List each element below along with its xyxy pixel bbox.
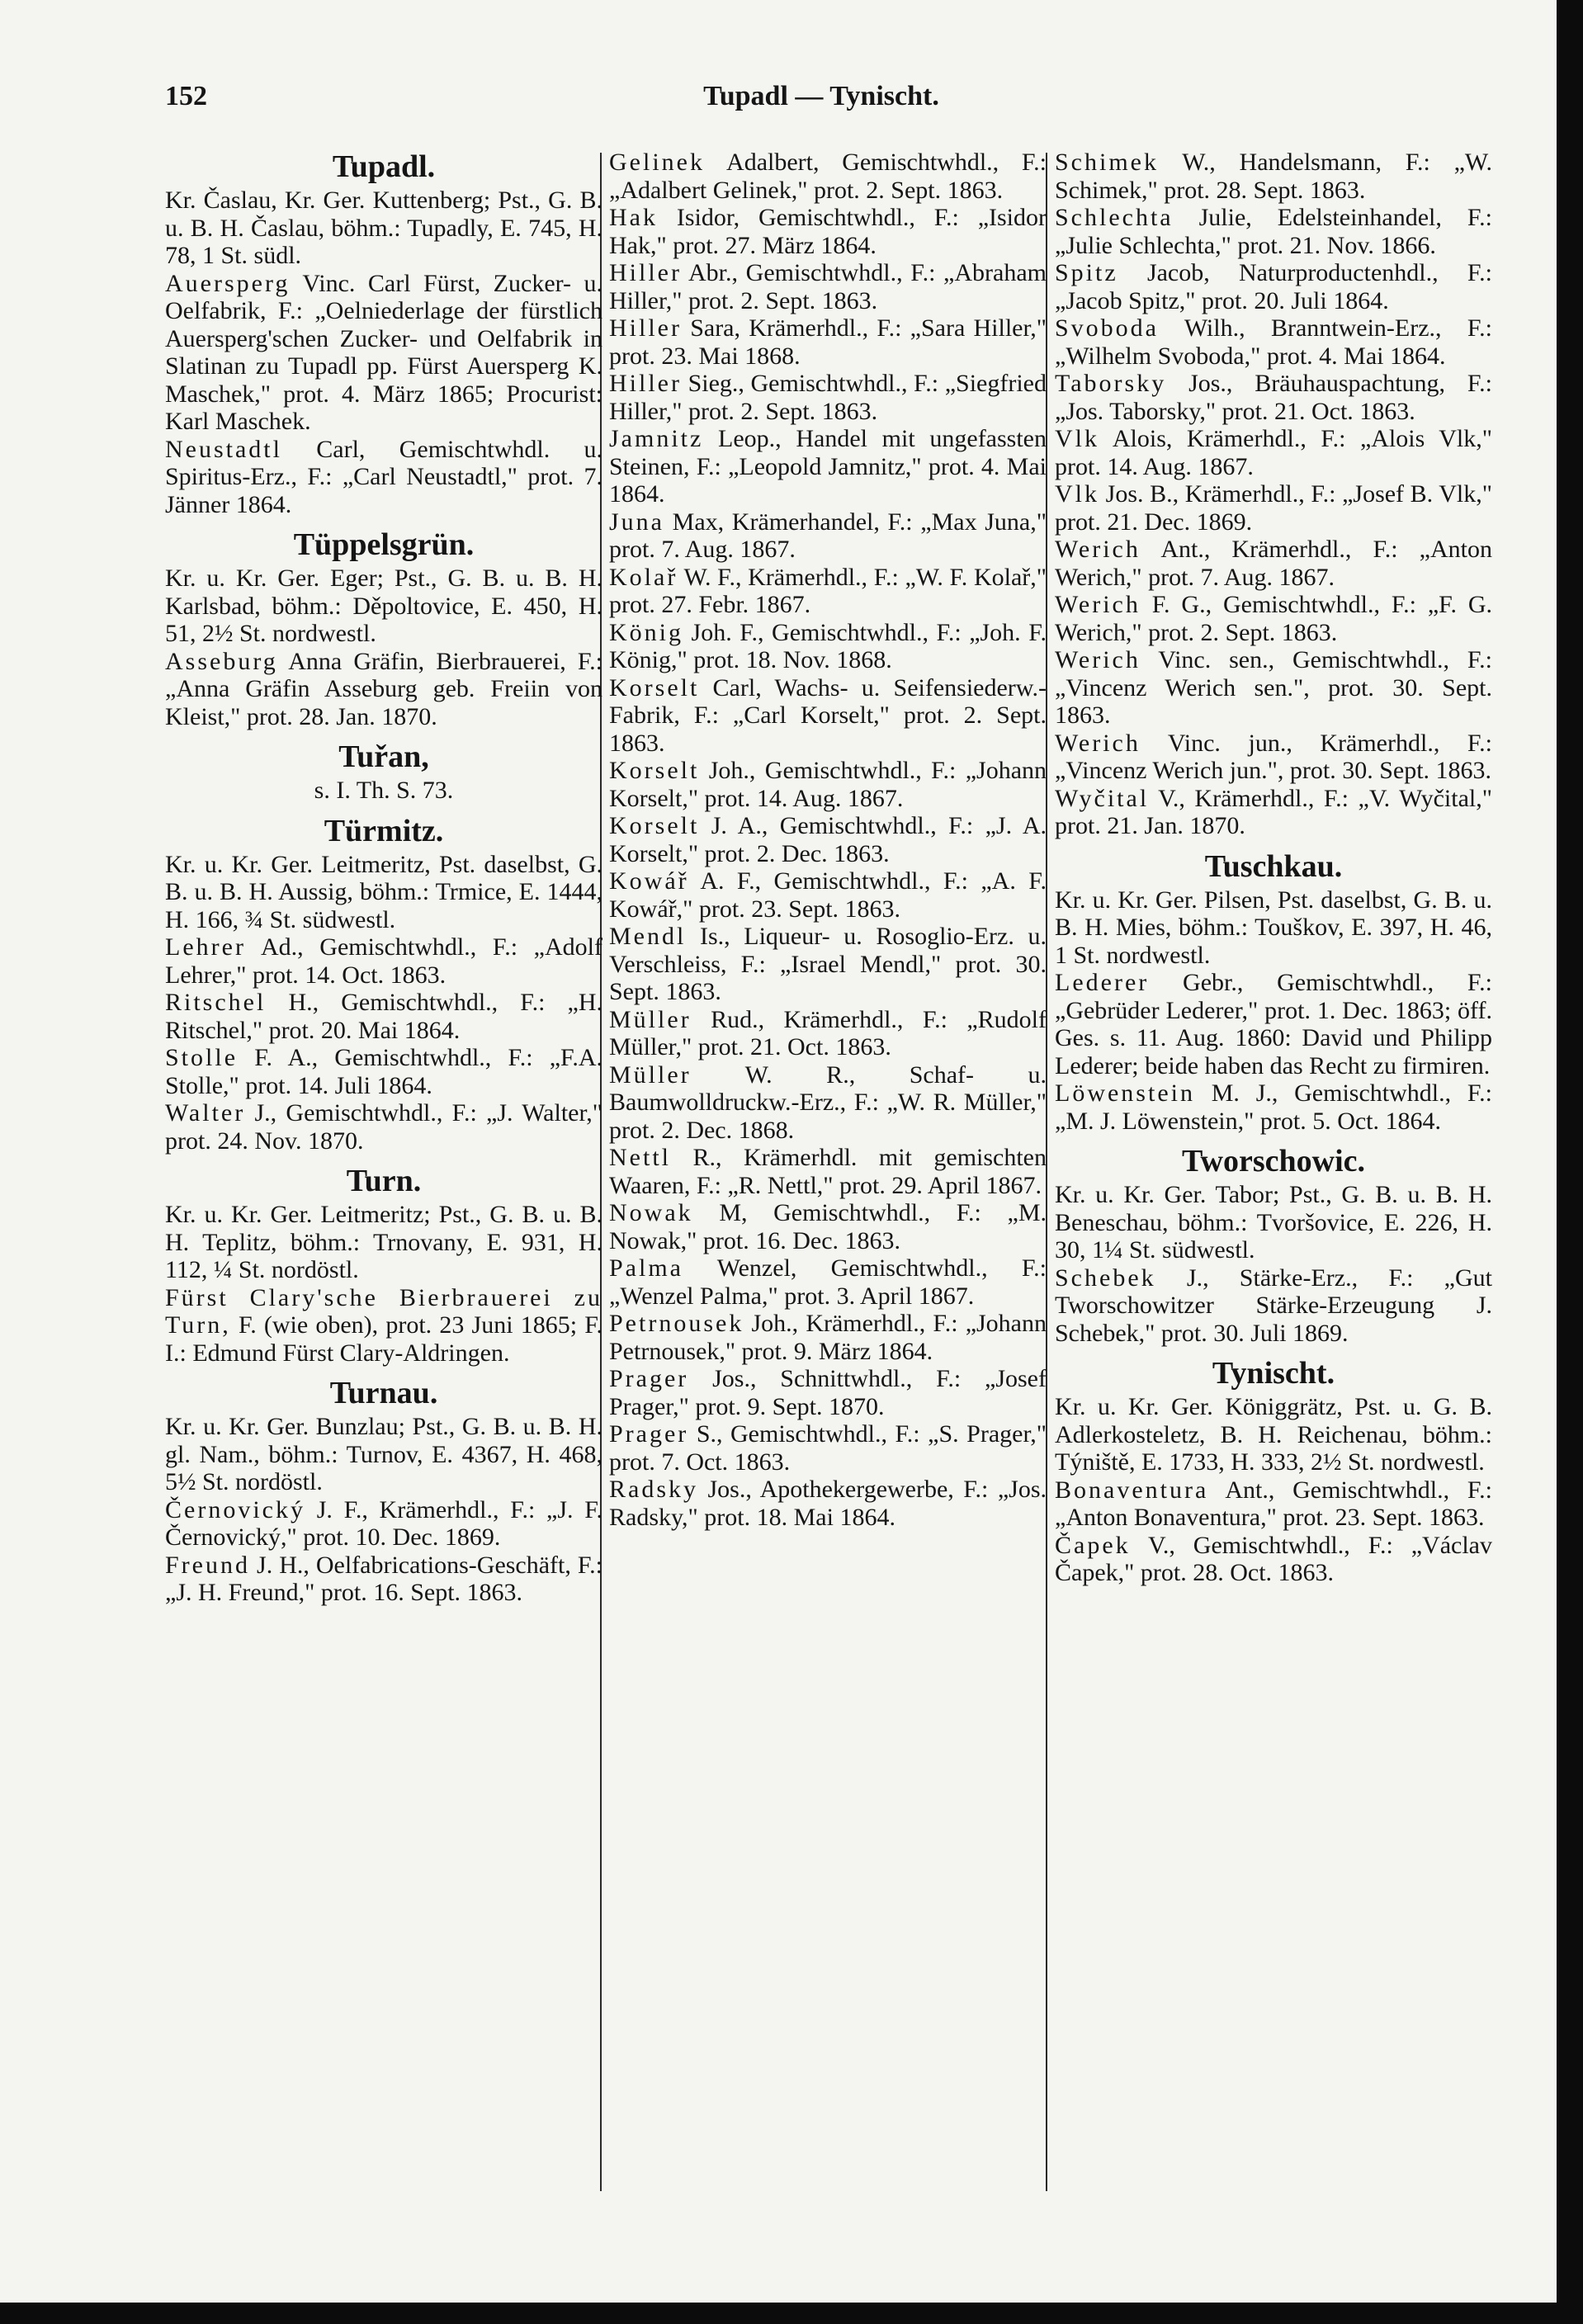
register-entry: [609, 1144, 1047, 1199]
entry-name: Auersperg: [165, 269, 291, 297]
register-entry: [609, 757, 1047, 812]
register-entry: [165, 1284, 602, 1367]
register-entry: [1055, 1264, 1492, 1348]
entry-name: Korselt: [609, 673, 700, 701]
register-entry: [609, 1420, 1047, 1476]
place-heading: Tuřan,: [338, 739, 429, 774]
entry-text: R., Krämerhdl. mit gemischten Waaren, F.: „R. Nettl," prot. 29. April 1867.: [609, 1144, 1047, 1199]
entry-name: Hiller: [609, 259, 682, 286]
place-info: s. I. Th. S. 73.: [314, 777, 454, 804]
entry-text: Carl, Wachs- u. Seifensiederw.-Fabrik, F.: „Carl Korselt," prot. 2. Sept. 1863.: [609, 673, 1047, 757]
register-entry: [1055, 204, 1492, 259]
entry-text: Adalbert, Gemischtwhdl., F.: „Adalbert Gelinek," prot. 2. Sept. 1863.: [609, 149, 1047, 204]
entry-name: Nettl: [609, 1144, 671, 1171]
place-info: Kr. Časlau, Kr. Ger. Kuttenberg; Pst., G. B. u. B. H. Časlau, böhm.: Tupadly, E. 745, H. 78, 1 St. südl.: [165, 187, 602, 269]
entry-text: Leop., Handel mit ungefassten Steinen, F.: „Leopold Jamnitz," prot. 4. Mai 1864.: [609, 425, 1047, 508]
place-heading: Tupadl.: [332, 149, 436, 184]
entry-name: Stolle: [165, 1044, 239, 1071]
register-entry: [1055, 785, 1492, 840]
entry-text: W. F., Krämerhdl., F.: „W. F. Kolař," prot. 27. Febr. 1867.: [609, 563, 1047, 618]
entry-name: Kowář: [609, 867, 689, 895]
entry-text: H., Gemischtwhdl., F.: „H. Ritschel," prot. 20. Mai 1864.: [165, 989, 602, 1044]
register-entry: [609, 1199, 1047, 1254]
entry-name: Korselt: [609, 757, 700, 784]
register-entry: [1055, 480, 1492, 536]
entry-text: Anna Gräfin, Bierbrauerei, F.: „Anna Gräfin Asseburg geb. Freiin von Kleist," prot. 28. Jan. 1870.: [165, 647, 602, 730]
entry-name: Werich: [1055, 591, 1141, 618]
entry-text: Julie, Edelsteinhandel, F.: „Julie Schlechta," prot. 21. Nov. 1866.: [1055, 204, 1492, 259]
register-entry: [1055, 646, 1492, 730]
register-entry: [1055, 1532, 1492, 1587]
register-entry: [165, 1099, 602, 1155]
entry-text: Isidor, Gemischtwhdl., F.: „Isidor Hak," prot. 27. März 1864.: [609, 204, 1047, 259]
entry-text: S., Gemischtwhdl., F.: „S. Prager," prot. 7. Oct. 1863.: [609, 1420, 1047, 1476]
entry-name: Vlk: [1055, 480, 1099, 508]
register-entry: [609, 1476, 1047, 1531]
entry-name: Hiller: [609, 314, 682, 342]
column-3: [1055, 149, 1492, 1587]
register-entry: [1055, 425, 1492, 480]
entry-text: Sieg., Gemischtwhdl., F.: „Siegfried Hiller," prot. 2. Sept. 1863.: [609, 370, 1047, 425]
entry-text: Joh., Krämerhdl., F.: „Johann Petrnousek," prot. 9. März 1864.: [609, 1310, 1047, 1365]
entry-text: Ad., Gemischtwhdl., F.: „Adolf Lehrer," prot. 14. Oct. 1863.: [165, 933, 602, 989]
entry-name: Jamnitz: [609, 425, 704, 452]
entry-text: Rud., Krämerhdl., F.: „Rudolf Müller," prot. 21. Oct. 1863.: [609, 1005, 1047, 1060]
entry-name: Werich: [1055, 536, 1141, 563]
entry-text: M. J., Gemischtwhdl., F.: „M. J. Löwenstein," prot. 5. Oct. 1864.: [1055, 1079, 1493, 1135]
entry-name: Werich: [1055, 646, 1141, 673]
column-1: [165, 149, 602, 1607]
place-info: Kr. u. Kr. Ger. Leitmeritz, Pst. daselbst, G. B. u. B. H. Aussig, böhm.: Trmice, E. 1444, H. 166, ¾ St. südwestl.: [165, 850, 602, 933]
entry-name: Neustadtl: [165, 435, 282, 463]
entry-text: M, Gemischtwhdl., F.: „M. Nowak," prot. 16. Dec. 1863.: [609, 1199, 1047, 1254]
register-entry: [1055, 730, 1492, 785]
register-entry: [609, 674, 1047, 758]
entry-text: F. (wie oben), prot. 23 Juni 1865; F. I.: Edmund Fürst Clary-Aldringen.: [165, 1311, 602, 1367]
place-heading: Tüppelsgrün.: [293, 527, 475, 562]
entry-text: Wilh., Branntwein-Erz., F.: „Wilhelm Svoboda," prot. 4. Mai 1864.: [1055, 314, 1492, 370]
entry-name: Petrnousek: [609, 1310, 744, 1337]
register-entry: [609, 149, 1047, 204]
entry-text: V., Krämerhdl., F.: „V. Wyčital," prot. 21. Jan. 1870.: [1055, 784, 1492, 839]
register-entry: [609, 425, 1047, 508]
register-entry: [609, 812, 1047, 867]
register-entry: [609, 564, 1047, 619]
place-heading: Turn.: [346, 1164, 422, 1198]
place-info: Kr. u. Kr. Ger. Pilsen, Pst. daselbst, G. B. u. B. H. Mies, böhm.: Touškov, E. 397, H. 46, 1 St. nordwestl.: [1055, 886, 1492, 969]
entry-text: J. A., Gemischtwhdl., F.: „J. A. Korselt," prot. 2. Dec. 1863.: [609, 812, 1047, 867]
entry-text: Joh. F., Gemischtwhdl., F.: „Joh. F. König," prot. 18. Nov. 1868.: [609, 618, 1047, 673]
entry-text: Joh., Gemischtwhdl., F.: „Johann Korselt," prot. 14. Aug. 1867.: [609, 757, 1047, 812]
entry-text: J. F., Krämerhdl., F.: „J. F. Černovický," prot. 10. Dec. 1869.: [165, 1495, 603, 1551]
entry-name: Schimek: [1055, 149, 1159, 176]
entry-name: Kolař: [609, 563, 678, 591]
register-entry: [165, 1552, 602, 1607]
entry-name: Asseburg: [165, 647, 278, 675]
entry-name: Ritschel: [165, 989, 267, 1016]
entry-name: Wyčital: [1055, 784, 1150, 812]
entry-text: Vinc. sen., Gemischtwhdl., F.: „Vincenz Werich sen.", prot. 30. Sept. 1863.: [1055, 646, 1492, 729]
entry-text: W., Handelsmann, F.: „W. Schimek," prot. 28. Sept. 1863.: [1055, 149, 1492, 204]
entry-name: Čapek: [1055, 1531, 1131, 1559]
entry-text: W. R., Schaf- u. Baumwolldruckw.-Erz., F.: „W. R. Müller," prot. 2. Dec. 1868.: [609, 1060, 1047, 1144]
register-entry: [1055, 591, 1492, 646]
entry-name: Freund: [165, 1551, 250, 1579]
register-entry: [1055, 259, 1492, 314]
entry-name: Juna: [609, 508, 664, 536]
entry-text: Ant., Krämerhdl., F.: „Anton Werich," prot. 7. Aug. 1867.: [1055, 536, 1492, 591]
entry-name: Müller: [609, 1060, 692, 1089]
entry-text: Jos., Apothekergewerbe, F.: „Jos. Radsky," prot. 18. Mai 1864.: [609, 1476, 1047, 1531]
place-heading: Tynischt.: [1212, 1356, 1335, 1391]
entry-name: Fürst Clary'sche Bierbrauerei zu Turn,: [165, 1283, 602, 1339]
place-heading: Türmitz.: [324, 813, 444, 848]
register-entry: [1055, 314, 1492, 370]
entry-name: Löwenstein: [1055, 1079, 1195, 1107]
entry-name: Lehrer: [165, 933, 246, 961]
register-entry: [1055, 149, 1492, 204]
entry-name: Svoboda: [1055, 314, 1159, 342]
entry-text: J., Stärke-Erz., F.: „Gut Tworschowitzer Stärke-Erzeugung J. Schebek," prot. 30. Juli 1869.: [1055, 1264, 1492, 1347]
entry-text: Abr., Gemischtwhdl., F.: „Abraham Hiller," prot. 2. Sept. 1863.: [609, 259, 1047, 314]
register-entry: [609, 314, 1047, 370]
place-info: Kr. u. Kr. Ger. Eger; Pst., G. B. u. B. H. Karlsbad, böhm.: Děpoltovice, E. 450, H. 51, 2½ St. nordwestl.: [165, 564, 602, 647]
entry-text: V., Gemischtwhdl., F.: „Václav Čapek," prot. 28. Oct. 1863.: [1055, 1531, 1492, 1586]
entry-name: Spitz: [1055, 259, 1118, 286]
entry-text: Alois, Krämerhdl., F.: „Alois Vlk," prot. 14. Aug. 1867.: [1055, 425, 1492, 480]
entry-name: Palma: [609, 1254, 683, 1282]
entry-name: Černovický: [165, 1495, 305, 1523]
entry-text: Is., Liqueur- u. Rosoglio-Erz. u. Verschleiss, F.: „Israel Mendl," prot. 30. Sept. 1863.: [609, 923, 1047, 1005]
register-entry: [609, 1061, 1047, 1145]
register-entry: [165, 1496, 602, 1552]
place-heading: Tuschkau.: [1204, 848, 1343, 884]
register-entry: [1055, 1079, 1492, 1135]
entry-text: Gebr., Gemischtwhdl., F.: „Gebrüder Lederer," prot. 1. Dec. 1863; öff. Ges. s. 11. Aug. 1860: David und Philipp Lederer; beide haben das Recht zu firmiren.: [1055, 969, 1492, 1079]
entry-text: F. G., Gemischtwhdl., F.: „F. G. Werich," prot. 2. Sept. 1863.: [1055, 591, 1492, 646]
place-heading: Tworschowic.: [1182, 1144, 1365, 1179]
entry-text: F. A., Gemischtwhdl., F.: „F.A. Stolle," prot. 14. Juli 1864.: [165, 1044, 602, 1099]
entry-name: Müller: [609, 1005, 692, 1033]
register-entry: [609, 1365, 1047, 1420]
place-info: Kr. u. Kr. Ger. Königgrätz, Pst. u. G. B. Adlerkosteletz, B. H. Reichenau, böhm.: Týniště, E. 1733, H. 333, 2½ St. nordwestl.: [1055, 1393, 1492, 1476]
entry-name: Korselt: [609, 812, 700, 839]
register-entry: [1055, 536, 1492, 591]
place-info: Kr. u. Kr. Ger. Tabor; Pst., G. B. u. B. H. Beneschau, böhm.: Tvoršovice, E. 226, H. 30, 1¼ St. südwestl.: [1055, 1181, 1492, 1264]
entry-name: Vlk: [1055, 425, 1099, 452]
entry-text: Vinc. jun., Krämerhdl., F.: „Vincenz Werich jun.", prot. 30. Sept. 1863.: [1055, 729, 1492, 784]
register-entry: [609, 867, 1047, 923]
place-info: Kr. u. Kr. Ger. Leitmeritz; Pst., G. B. u. B. H. Teplitz, böhm.: Trnovany, E. 931, H. 112, ¼ St. nordöstl.: [165, 1201, 602, 1283]
entry-name: Hak: [609, 204, 658, 231]
column-2: [609, 149, 1047, 1531]
entry-name: Werich: [1055, 729, 1141, 757]
register-entry: [165, 933, 602, 989]
register-entry: [609, 619, 1047, 674]
entry-text: Jos., Schnittwhdl., F.: „Josef Prager," prot. 9. Sept. 1870.: [609, 1365, 1047, 1420]
register-entry: [165, 648, 602, 731]
entry-text: Vinc. Carl Fürst, Zucker- u. Oelfabrik, F.: „Oelniederlage der fürstlich Auersperg'schen Zucker- und Oelfabrik in Slatinan zu Tupadl pp. Fürst Auersperg K. Maschek," prot. 4. März 1865; Procurist: Karl Maschek.: [165, 269, 602, 435]
entry-name: Prager: [609, 1420, 689, 1448]
register-entry: [609, 508, 1047, 564]
page-number: 152: [165, 81, 207, 111]
entry-text: J. H., Oelfabrications-Geschäft, F.: „J. H. Freund," prot. 16. Sept. 1863.: [165, 1551, 603, 1606]
place-heading: Turnau.: [329, 1376, 438, 1410]
entry-text: Max, Krämerhandel, F.: „Max Juna," prot. 7. Aug. 1867.: [609, 508, 1047, 563]
entry-name: König: [609, 618, 683, 646]
entry-name: Gelinek: [609, 149, 705, 176]
register-entry: [1055, 1476, 1492, 1532]
entry-text: Jos., Bräuhauspachtung, F.: „Jos. Taborsky," prot. 21. Oct. 1863.: [1055, 370, 1492, 425]
entry-name: Schlechta: [1055, 204, 1174, 231]
entry-text: Carl, Gemischtwhdl. u. Spiritus-Erz., F.: „Carl Neustadtl," prot. 7. Jänner 1864.: [165, 435, 602, 518]
register-entry: [1055, 370, 1492, 425]
entry-text: Sara, Krämerhdl., F.: „Sara Hiller," prot. 23. Mai 1868.: [609, 314, 1047, 370]
register-entry: [609, 1006, 1047, 1061]
register-entry: [165, 270, 602, 436]
register-entry: [609, 1254, 1047, 1310]
register-entry: [165, 989, 602, 1044]
entry-name: Bonaventura: [1055, 1476, 1209, 1504]
register-entry: [165, 436, 602, 519]
register-entry: [609, 370, 1047, 425]
register-entry: [609, 1310, 1047, 1365]
entry-text: J., Gemischtwhdl., F.: „J. Walter," prot. 24. Nov. 1870.: [165, 1099, 602, 1155]
entry-text: A. F., Gemischtwhdl., F.: „A. F. Kowář," prot. 23. Sept. 1863.: [609, 867, 1047, 923]
entry-name: Taborsky: [1055, 370, 1167, 397]
entry-text: Jacob, Naturproductenhdl., F.: „Jacob Spitz," prot. 20. Juli 1864.: [1055, 259, 1492, 314]
register-entry: [165, 1044, 602, 1099]
entry-name: Walter: [165, 1099, 246, 1127]
entry-name: Prager: [609, 1365, 689, 1392]
entry-name: Nowak: [609, 1199, 693, 1226]
place-info: Kr. u. Kr. Ger. Bunzlau; Pst., G. B. u. B. H. gl. Nam., böhm.: Turnov, E. 4367, H. 468, 5½ St. nordöstl.: [165, 1413, 602, 1495]
page-header: [165, 81, 1477, 122]
register-entry: [1055, 969, 1492, 1079]
entry-text: Jos. B., Krämerhdl., F.: „Josef B. Vlk," prot. 21. Dec. 1869.: [1055, 480, 1493, 536]
entry-name: Hiller: [609, 370, 682, 397]
entry-name: Mendl: [609, 923, 687, 950]
running-head: Tupadl — Tynischt.: [703, 81, 939, 111]
entry-name: Schebek: [1055, 1264, 1156, 1292]
register-entry: [609, 204, 1047, 259]
entry-text: Ant., Gemischtwhdl., F.: „Anton Bonaventura," prot. 23. Sept. 1863.: [1055, 1476, 1492, 1531]
register-entry: [609, 259, 1047, 314]
entry-name: Lederer: [1055, 969, 1150, 996]
register-entry: [609, 923, 1047, 1006]
entry-name: Radsky: [609, 1476, 698, 1503]
entry-text: Wenzel, Gemischtwhdl., F.: „Wenzel Palma," prot. 3. April 1867.: [609, 1254, 1047, 1310]
